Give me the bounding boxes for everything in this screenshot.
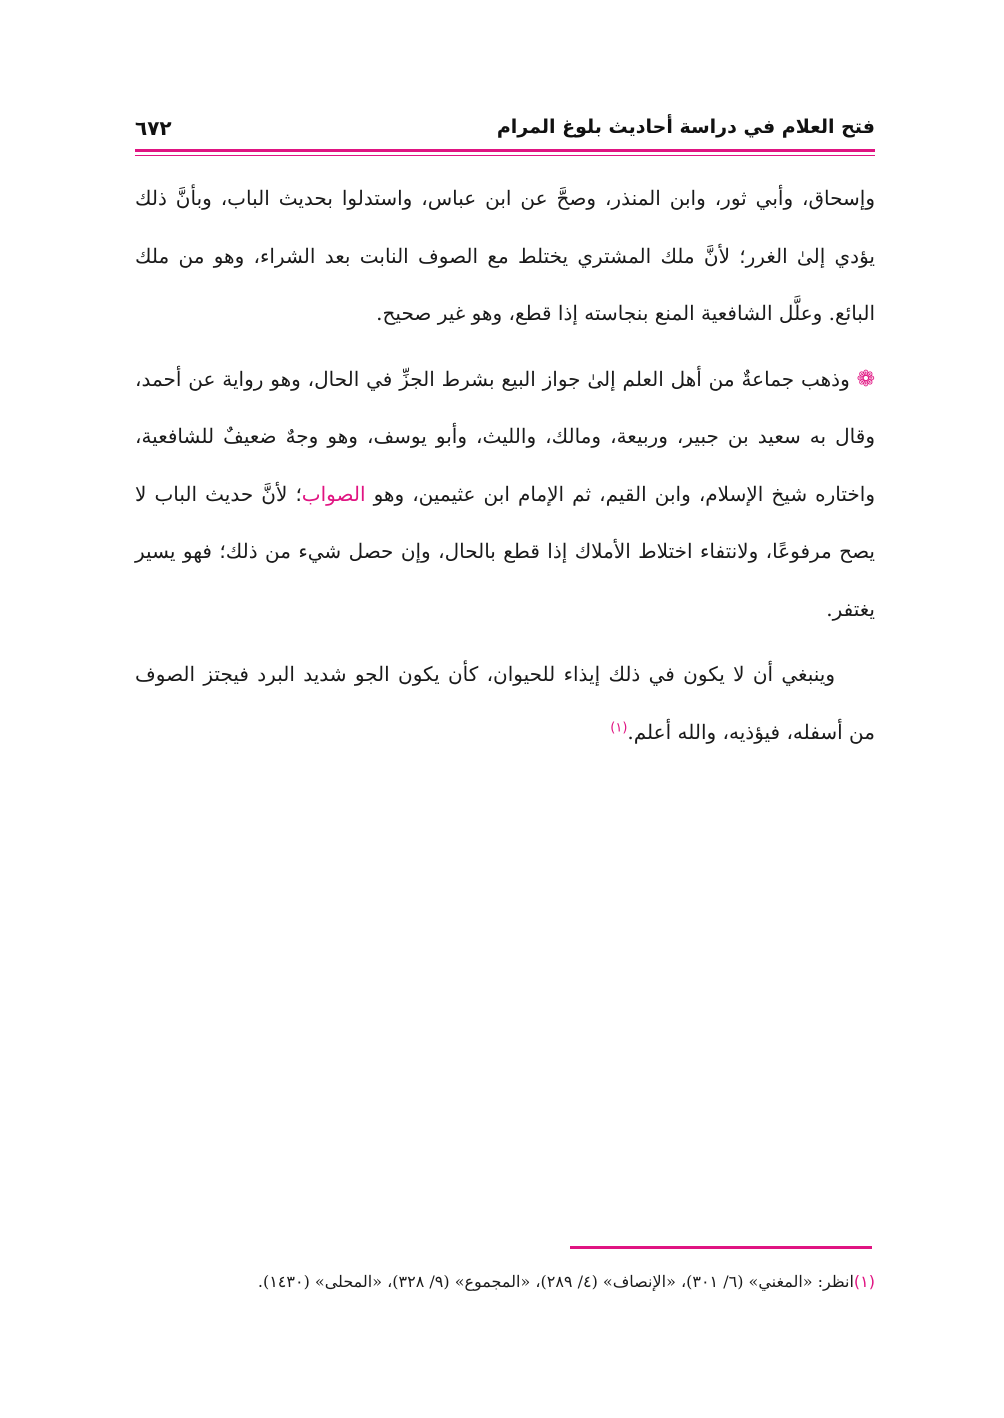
highlighted-word: الصواب — [301, 481, 366, 506]
paragraph-3-text: وينبغي أن لا يكون في ذلك إيذاء للحيوان، كأن يكون الجو شديد البرد فيجتز الصوف من أسفله، فيؤذيه، والله أعلم. — [135, 662, 875, 744]
footnote — [135, 1268, 875, 1296]
paragraph-1: وإسحاق، وأبي ثور، وابن المنذر، وصحَّ عن ابن عباس، واستدلوا بحديث الباب، وبأنَّ ذلك يؤدي إلىٰ الغرر؛ لأنَّ ملك المشتري يختلط مع الصوف النابت بعد الشراء، وهو من ملك البائع. وعلَّل الشافعية المنع بنجاسته إذا قطع، وهو غير صحيح. — [135, 186, 875, 325]
paragraph-2-start: وذهب جماعةٌ من أهل العلم إلىٰ جواز البيع بشرط الجزِّ في الحال، وهو رواية عن أحمد، وقال به سعيد بن جبير، وربيعة، ومالك، والليث، وأبو يوسف، وهو وجهٌ ضعيفٌ للشافعية، واختاره شيخ الإسلام، وابن القيم، ثم الإمام ابن عثيمين، وهو — [135, 366, 875, 506]
paragraph-2-end: ؛ لأنَّ حديث الباب لا يصح مرفوعًا، ولانتفاء اختلاط الأملاك إذا قطع بالحال، وإن حصل شيء من ذلك؛ فهو يسير يغتفر. — [135, 481, 875, 621]
running-title: فتح العلام في دراسة أحاديث بلوغ المرام — [496, 116, 875, 138]
page-number: ٦٧٢ — [135, 116, 172, 140]
paragraph-2 — [135, 351, 875, 639]
main-text — [135, 170, 875, 761]
flower-ornament-icon: ❁ — [856, 366, 876, 392]
footnote-separator — [570, 1246, 872, 1249]
page-header — [135, 112, 875, 152]
header-rule-thin — [135, 155, 875, 156]
paragraph-3 — [135, 646, 875, 761]
footnote-number: (١) — [853, 1272, 875, 1291]
footnote-reference[interactable]: (١) — [610, 719, 628, 735]
footnote-text: انظر: «المغني» (٦/ ٣٠١)، «الإنصاف» (٤/ ٢٨٩)، «المجموع» (٩/ ٣٢٨)، «المحلى» (١٤٣٠). — [257, 1272, 854, 1291]
header-rule-thick — [135, 149, 875, 152]
